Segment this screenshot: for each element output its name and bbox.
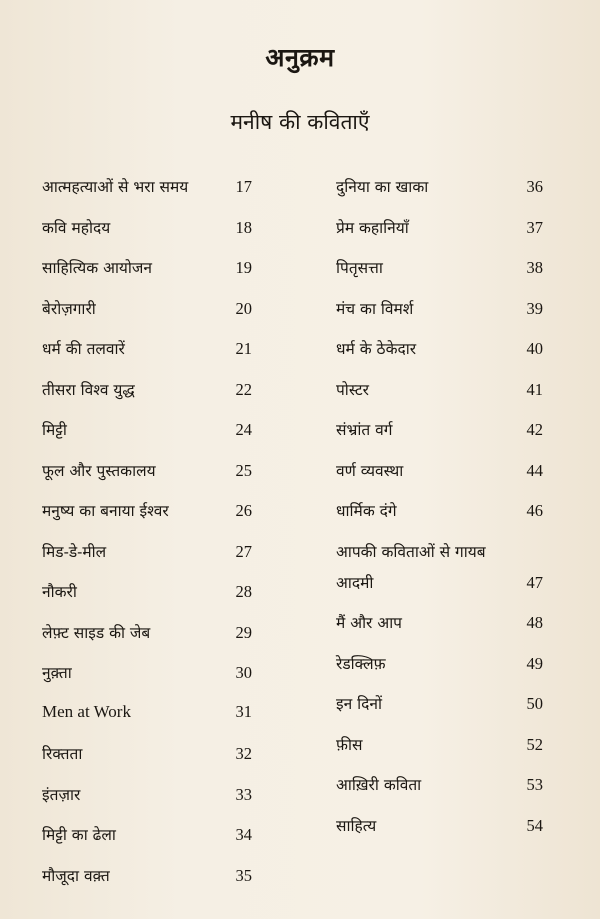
toc-entry <box>42 621 252 651</box>
toc-entry <box>42 580 252 610</box>
toc-entry-title: धार्मिक दंगे <box>336 502 397 520</box>
toc-entry-title: नौकरी <box>42 583 77 601</box>
toc-entry-title: मंच का विमर्श <box>336 300 414 318</box>
toc-entry <box>336 611 543 641</box>
toc-entry-title: धर्म के ठेकेदार <box>336 340 417 358</box>
toc-entry-title: Men at Work <box>42 702 131 721</box>
toc-entry-page: 18 <box>235 218 252 237</box>
toc-entry-page: 31 <box>235 702 252 721</box>
toc-entry <box>42 540 252 570</box>
toc-entry-title: मिट्टी का ढेला <box>42 826 116 844</box>
toc-entry <box>42 823 252 853</box>
toc-entry-title: आदमी <box>336 574 374 592</box>
toc-entry-title: बेरोज़गारी <box>42 300 96 318</box>
toc-entry-page: 49 <box>526 654 543 673</box>
toc-entry-page: 29 <box>235 623 252 642</box>
toc-entry-page: 40 <box>526 339 543 358</box>
toc-entry-title: पितृसत्ता <box>336 259 383 277</box>
toc-entry-page: 44 <box>526 461 543 480</box>
toc-entry <box>42 337 252 367</box>
toc-entry-title: फ़ीस <box>336 736 363 754</box>
toc-entry <box>336 773 543 803</box>
toc-entry <box>336 256 543 286</box>
toc-entry-title: दुनिया का खाका <box>336 178 429 196</box>
toc-entry-title: रिक्तता <box>42 745 83 763</box>
toc-entry <box>336 692 543 722</box>
toc-entry <box>42 175 252 205</box>
toc-entry-page: 30 <box>235 663 252 682</box>
toc-entry <box>42 499 252 529</box>
toc-entry-title: फूल और पुस्तकालय <box>42 462 156 480</box>
toc-entry-page: 47 <box>526 573 543 592</box>
toc-entry-page: 53 <box>526 775 543 794</box>
toc-entry-page: 42 <box>526 420 543 439</box>
toc-entry <box>42 702 252 732</box>
toc-entry <box>336 337 543 367</box>
toc-entry-title: नुक़्ता <box>42 664 72 682</box>
toc-entry-title: आत्महत्याओं से भरा समय <box>42 178 189 196</box>
toc-entry-title: मनुष्य का बनाया ईश्वर <box>42 502 169 520</box>
toc-entry-page: 39 <box>526 299 543 318</box>
toc-entry <box>42 783 252 813</box>
toc-entry-title: साहित्य <box>336 817 377 835</box>
toc-entry-page: 48 <box>526 613 543 632</box>
toc-entry <box>336 459 543 489</box>
toc-entry <box>42 661 252 691</box>
toc-entry-title: आख़िरी कविता <box>336 776 422 794</box>
toc-entry-title: साहित्यिक आयोजन <box>42 259 153 277</box>
toc-entry <box>336 499 543 529</box>
toc-entry <box>336 418 543 448</box>
toc-entry <box>42 742 252 772</box>
toc-entry <box>42 459 252 489</box>
toc-entry-title: मिड-डे-मील <box>42 543 107 561</box>
toc-entry-page: 26 <box>235 501 252 520</box>
toc-entry <box>336 733 543 763</box>
toc-entry <box>42 216 252 246</box>
toc-entry-page: 37 <box>526 218 543 237</box>
toc-entry-page: 52 <box>526 735 543 754</box>
toc-entry-title: मैं और आप <box>336 614 402 632</box>
toc-entry-page: 38 <box>526 258 543 277</box>
toc-entry-page: 22 <box>235 380 252 399</box>
toc-entry-page: 24 <box>235 420 252 439</box>
toc-entry-page: 32 <box>235 744 252 763</box>
toc-entry-page: 21 <box>235 339 252 358</box>
toc-entry-page: 17 <box>235 177 252 196</box>
toc-entry-title: पोस्टर <box>336 381 369 399</box>
toc-entry-title: इंतज़ार <box>42 786 81 804</box>
toc-entry-title: तीसरा विश्व युद्ध <box>42 381 135 399</box>
toc-entry-page: 19 <box>235 258 252 277</box>
toc-entry-page: 35 <box>235 866 252 885</box>
page-heading: अनुक्रम <box>265 43 335 72</box>
toc-entry-page: 36 <box>526 177 543 196</box>
toc-entry-page: 28 <box>235 582 252 601</box>
toc-entry-page: 46 <box>526 501 543 520</box>
toc-entry-page: 34 <box>235 825 252 844</box>
toc-entry <box>42 297 252 327</box>
toc-entry <box>336 297 543 327</box>
toc-entry <box>42 864 252 894</box>
toc-entry <box>42 418 252 448</box>
toc-entry-title: लेफ़्ट साइड की जेब <box>42 624 151 642</box>
toc-entry <box>336 175 543 205</box>
toc-entry-page: 41 <box>526 380 543 399</box>
toc-entry-title: प्रेम कहानियाँ <box>336 219 409 237</box>
toc-entry <box>336 540 543 570</box>
toc-entry <box>336 652 543 682</box>
toc-entry <box>336 216 543 246</box>
toc-entry-page: 27 <box>235 542 252 561</box>
toc-entry <box>336 814 543 844</box>
toc-entry-title: वर्ण व्यवस्था <box>336 462 404 480</box>
section-heading: मनीष की कविताएँ <box>230 110 370 134</box>
toc-entry-title: मौजूदा वक़्त <box>42 867 110 885</box>
toc-entry-title: इन दिनों <box>336 695 383 713</box>
toc-entry <box>42 378 252 408</box>
toc-entry-page: 25 <box>235 461 252 480</box>
toc-entry-title: आपकी कविताओं से गायब <box>336 543 486 561</box>
toc-entry-page: 20 <box>235 299 252 318</box>
toc-entry <box>42 256 252 286</box>
toc-entry-title: मिट्टी <box>42 421 67 439</box>
toc-entry <box>336 571 543 601</box>
toc-entry <box>336 378 543 408</box>
toc-entry-title: संभ्रांत वर्ग <box>336 421 393 439</box>
toc-entry-title: कवि महोदय <box>42 219 111 237</box>
toc-entry-title: रेडक्लिफ़ <box>336 655 386 673</box>
toc-entry-title: धर्म की तलवारें <box>42 340 125 358</box>
toc-entry-page: 33 <box>235 785 252 804</box>
toc-entry-page: 50 <box>526 694 543 713</box>
toc-entry-page: 54 <box>526 816 543 835</box>
